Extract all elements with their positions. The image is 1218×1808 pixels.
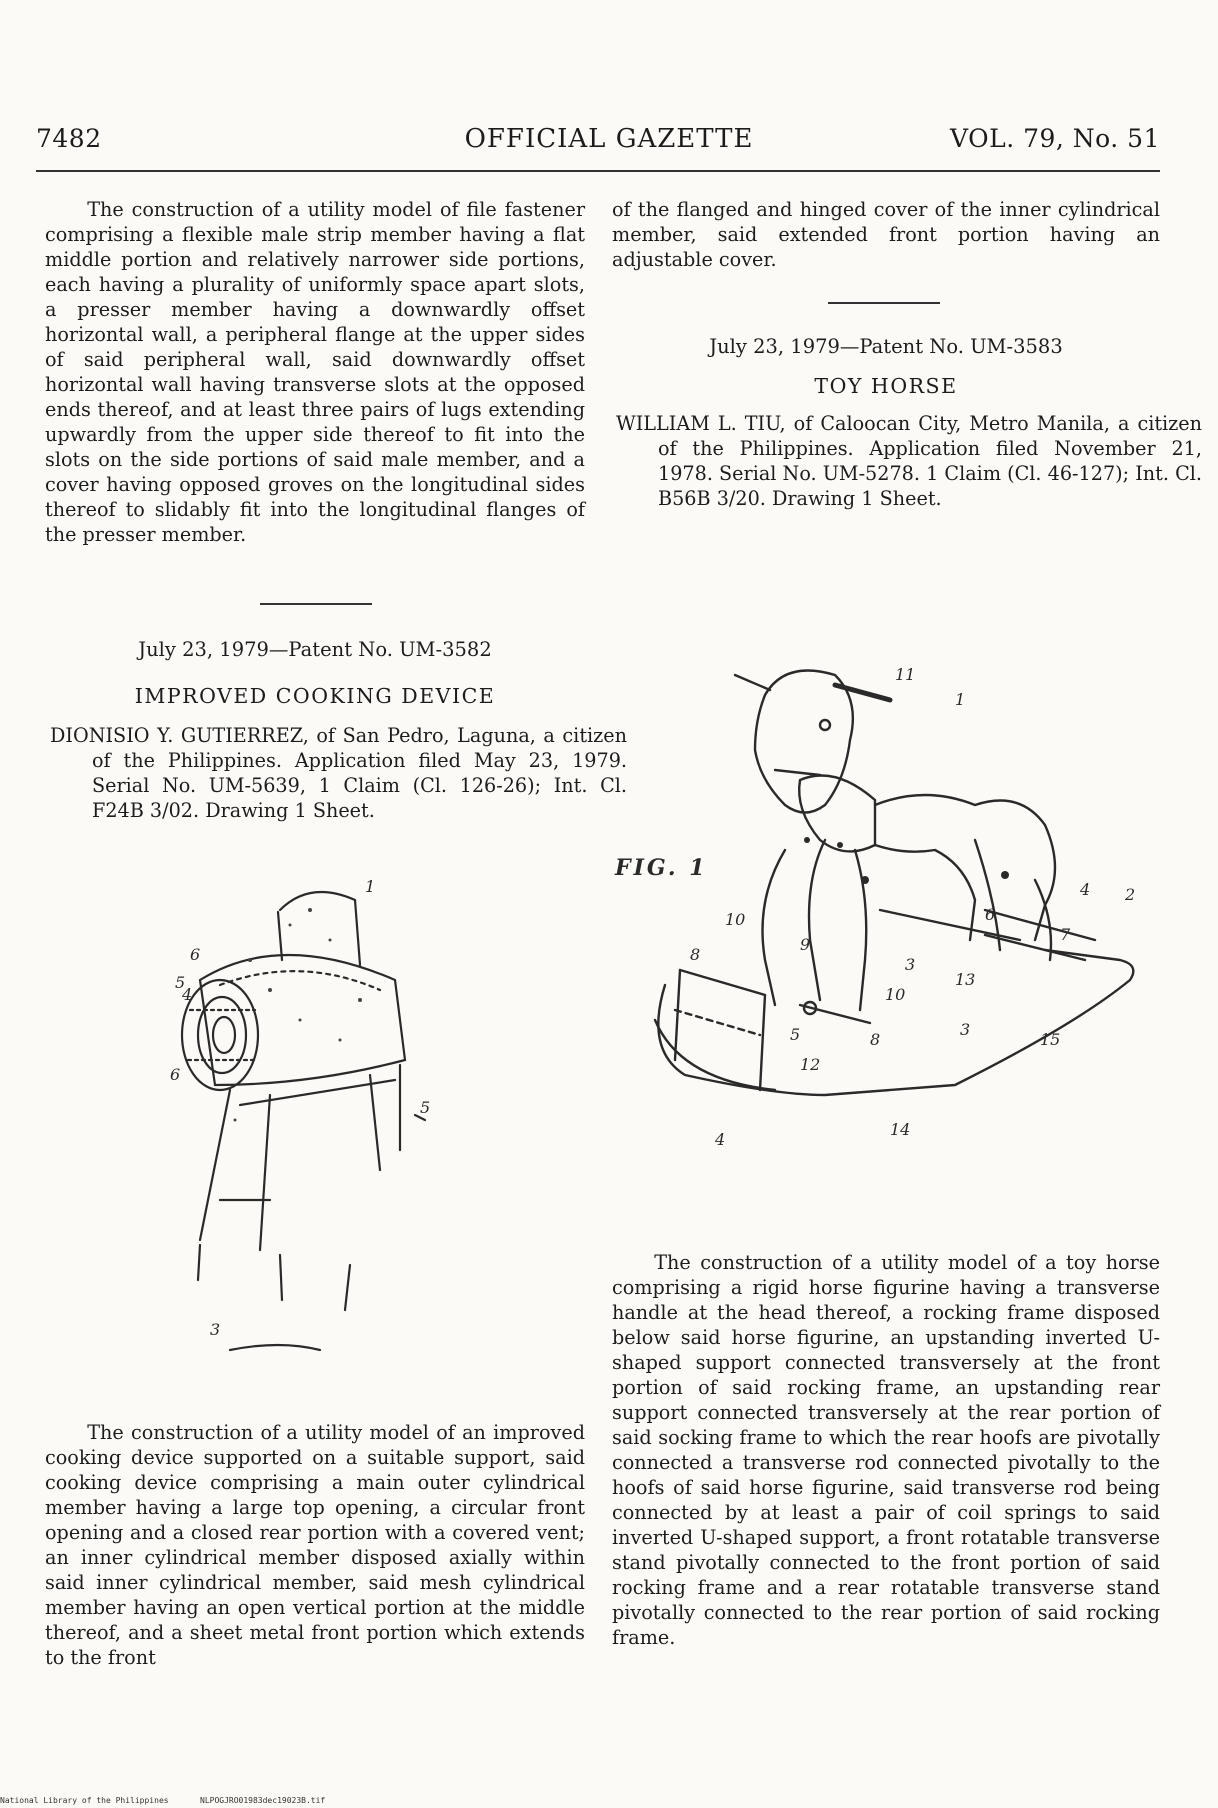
section-divider [260,603,372,605]
patent-dateline: July 23, 1979—Patent No. UM-3583 [709,335,1063,358]
cooking-label: 6 [170,1065,181,1084]
header-rule [36,170,1160,172]
byline-details: of San Pedro, Laguna, a citizen of the Philippines. Application filed May 23, 1979. Serial No. UM-5639, 1 Claim (Cl. 126-26); Int. Cl. F24B 3/02. Drawing 1 Sheet. [92,724,627,822]
figure-caption: FIG. 1 [615,855,708,881]
cooking-label: 3 [210,1320,221,1339]
inventor-name: DIONISIO Y. GUTIERREZ, [50,724,309,747]
horse-label: 7 [1060,925,1071,944]
cooking-label: 1 [365,877,376,896]
inventor-name: WILLIAM L. TIU, [616,412,786,435]
patent-title: IMPROVED COOKING DEVICE [134,684,496,708]
horse-label: 14 [890,1120,911,1139]
cooking-device-claim: The construction of a utility model of an improved cooking device supported on a suitable support, said cooking device comprising a main outer cylindrical member having a large top opening, a circular front opening and a closed rear portion with a covered vent; an inner cylindrical member disposed axially within said inner cylindrical member, said mesh cylindrical member having an open vertical portion at the middle thereof, and a sheet metal front portion which extends to the front [45,1421,585,1669]
horse-label: 4 [1080,880,1091,899]
horse-label: 13 [955,970,976,989]
horse-label: 12 [800,1055,821,1074]
horse-label: 1 [955,690,966,709]
horse-label: 6 [985,905,996,924]
horse-label: 11 [895,665,916,684]
horse-label: 10 [725,910,746,929]
section-divider [828,302,940,304]
horse-label: 5 [790,1025,801,1044]
horse-label: 10 [885,985,906,1004]
cooking-label: 5 [175,973,186,992]
horse-label: 3 [905,955,916,974]
patent-dateline: July 23, 1979—Patent No. UM-3582 [138,638,492,661]
patent-title: TOY HORSE [814,374,958,398]
cooking-device-drawing [160,870,490,1380]
toy-horse-drawing [615,640,1155,1160]
horse-label: 2 [1125,885,1136,904]
horse-label: 9 [800,935,811,954]
horse-label: 8 [690,945,701,964]
cooking-label: 4 [182,985,193,1004]
cooking-label: 6 [190,945,201,964]
cooking-label: 5 [420,1098,431,1117]
file-fastener-claim-continued: The construction of a utility model of file fastener comprising a flexible male strip member having a flat middle portion and relatively narrower side portions, each having a plurality of uniformly space apart slots, a presser member having a downwardly offset horizontal wall, a peripheral flange at the upper sides of said peripheral wall, said downwardly offset horizontal wall having transverse slots at the opposed ends thereof, and at least three pairs of lugs extending upwardly from the upper side thereof to fit into the slots on the side portions of said male member, and a cover having opposed groves on the longitudinal sides thereof to slidably fit into the longitudinal flanges of the presser member. [45,198,585,546]
horse-label: 8 [870,1030,881,1049]
volume-number: VOL. 79, No. 51 [949,124,1160,153]
patent-byline [616,411,1202,511]
footer-filename: NLPOGJRO01983dec19023B.tif [200,1796,326,1805]
horse-label: 15 [1040,1030,1061,1049]
horse-label: 4 [715,1130,726,1149]
toy-horse-claim: The construction of a utility model of a toy horse comprising a rigid horse figurine having a transverse handle at the head thereof, a rocking frame disposed below said horse figurine, an upstanding inverted U-shaped support connected transversely at the front portion of said rocking frame, an upstanding rear support connected transversely at the rear portion of said socking frame to which the rear hoofs are pivotally connected a transverse rod connected pivotally to the hoofs of said horse figurine, said transverse rod being connected by at least a pair of coil springs to said inverted U-shaped support, a front rotatable transverse stand pivotally connected to the front portion of said rocking frame and a rear rotatable transverse stand pivotally connected to the rear portion of said rocking frame. [612,1251,1160,1649]
page-number: 7482 [36,124,102,153]
byline-details: of Caloocan City, Metro Manila, a citizen of the Philippines. Application filed November 21, 1978. Serial No. UM-5278. 1 Claim (Cl. 46-127); Int. Cl. B56B 3/20. Drawing 1 Sheet. [658,412,1202,510]
footer-source: National Library of the Philippines [0,1796,169,1805]
patent-byline [50,723,627,823]
cooking-device-claim-end: of the flanged and hinged cover of the inner cylindrical member, said extended front portion having an adjustable cover. [612,198,1160,271]
horse-label: 3 [960,1020,971,1039]
publication-title: OFFICIAL GAZETTE [464,124,754,154]
